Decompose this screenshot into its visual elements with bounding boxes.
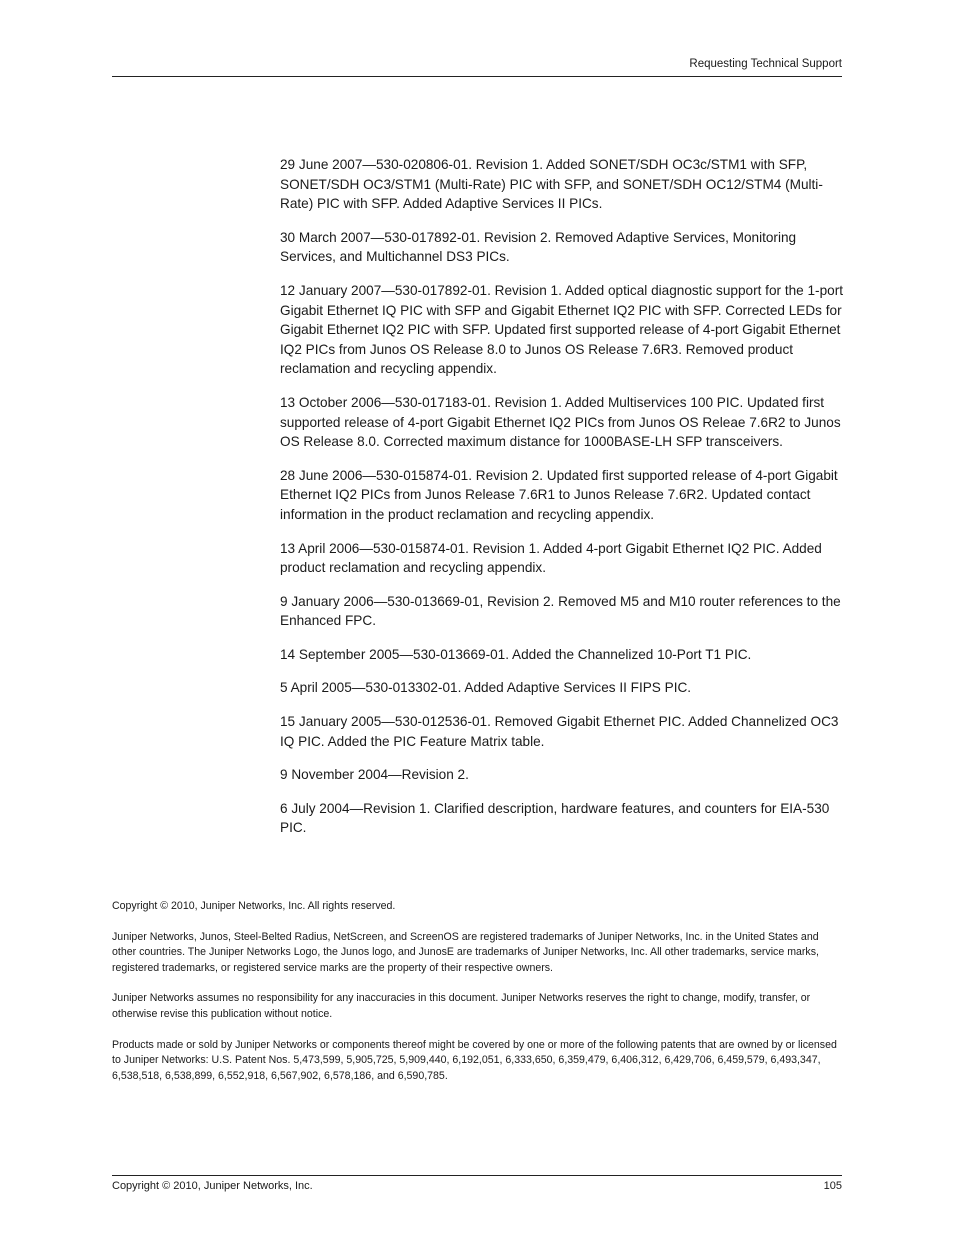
revision-entry: 12 January 2007—530-017892-01. Revision 1. Added optical diagnostic support for the 1-port Gigabit Ethernet IQ PIC with SFP and Gigabit Ethernet IQ2 PIC with SFP. Corrected LEDs for Gigabit Ethernet IQ2 PIC with SFP. Updated first supported release of 4-port Gigabit Ethernet IQ2 PICs from Junos OS Release 8.0 to Junos OS Release 7.6R3. Removed product reclamation and recycling appendix. [280,282,843,377]
revision-entry: 14 September 2005—530-013669-01. Added the Channelized 10-Port T1 PIC. [280,646,752,662]
revision-entry: 13 April 2006—530-015874-01. Revision 1. Added 4-port Gigabit Ethernet IQ2 PIC. Added product reclamation and recycling appendix. [280,540,822,576]
revision-entry: 5 April 2005—530-013302-01. Added Adaptive Services II FIPS PIC. [280,680,692,696]
header-title: Requesting Technical Support [689,58,842,70]
revision-entry: 28 June 2006—530-015874-01. Revision 2. Updated first supported release of 4-port Gigabit Ethernet IQ2 PICs from Junos Release 7.6R1 to Junos Release 7.6R2. Updated contact information in the product reclamation and recycling appendix. [280,467,838,522]
page-number: 105 [823,1180,842,1192]
patent-notice: Products made or sold by Juniper Networks or components thereof might be covered by one or more of the following patents that are owned by or licensed to Juniper Networks: U.S. Patent Nos. 5,473,599, 5,905,725, 5,909,440, 6,192,051, 6,333,650, 6,359,479, 6,406,312, 6,429,706, 6,459,579, 6,493,347, 6,538,518, 6,538,899, 6,552,918, 6,567,902, 6,578,186, and 6,590,785. [112,1038,837,1082]
disclaimer-notice: Juniper Networks assumes no responsibility for any inaccuracies in this document. Juniper Networks reserves the right to change, modify, transfer, or otherwise revise this publication without notice. [112,992,811,1020]
revision-entry: 30 March 2007—530-017892-01. Revision 2. Removed Adaptive Services, Monitoring Services, and Multichannel DS3 PICs. [280,229,797,265]
revision-entry: 15 January 2005—530-012536-01. Removed Gigabit Ethernet PIC. Added Channelized OC3 IQ PIC. Added the PIC Feature Matrix table. [280,714,839,749]
legal-notice [112,899,842,1099]
revision-entry: 13 October 2006—530-017183-01. Revision 1. Added Multiservices 100 PIC. Updated first supported release of 4-port Gigabit Ethernet IQ2 PICs from Junos OS Releae 7.6R2 to Junos OS Release 8.0. Corrected maximum distance for 1000BASE-LH SFP transceivers. [280,394,841,450]
revision-history [280,155,844,852]
copyright-notice: Copyright © 2010, Juniper Networks, Inc. All rights reserved. [112,900,396,912]
revision-entry: 29 June 2007—530-020806-01. Revision 1. Added SONET/SDH OC3c/STM1 with SFP, SONET/SDH OC3/STM1 (Multi-Rate) PIC with SFP, and SONET/SDH OC12/STM4 (Multi-Rate) PIC with SFP. Added Adaptive Services II PICs. [280,157,823,212]
revision-entry: 9 January 2006—530-013669-01, Revision 2. Removed M5 and M10 router references to the Enhanced FPC. [280,593,841,629]
footer-copyright: Copyright © 2010, Juniper Networks, Inc. [112,1180,313,1192]
revision-entry: 6 July 2004—Revision 1. Clarified description, hardware features, and counters for EIA-530 PIC. [280,800,830,836]
trademark-notice: Juniper Networks, Junos, Steel-Belted Radius, NetScreen, and ScreenOS are registered trademarks of Juniper Networks, Inc. in the United States and other countries. The Juniper Networks Logo, the Junos logo, and JunosE are trademarks of Juniper Networks, Inc. All other trademarks, service marks, registered trademarks, or registered service marks are the property of their respective owners. [112,930,819,974]
revision-entry: 9 November 2004—Revision 2. [280,767,469,783]
page-header [112,56,842,77]
page-footer [112,1175,842,1196]
